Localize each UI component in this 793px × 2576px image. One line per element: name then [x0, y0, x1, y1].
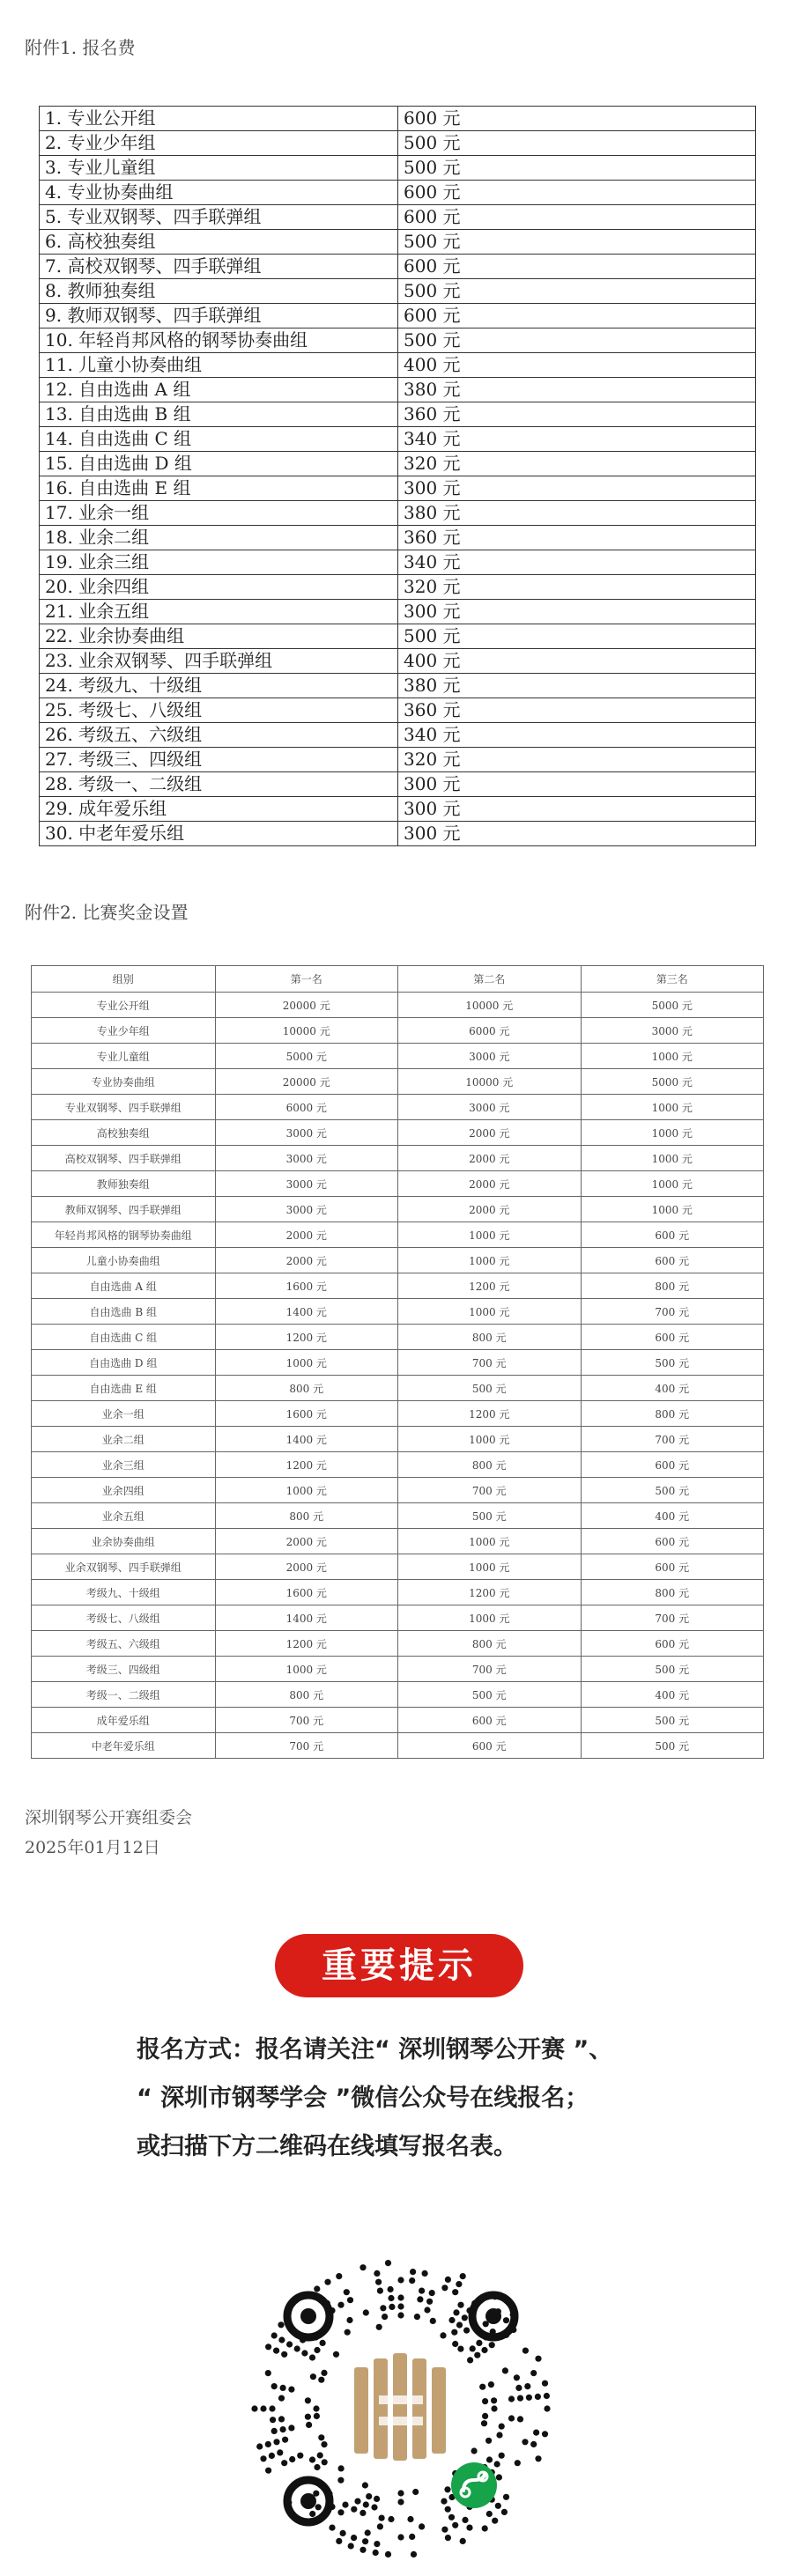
fee-table-row	[40, 181, 756, 205]
fee-group-cell: 27. 考级三、四级组	[40, 748, 398, 772]
prize-second-cell: 1000 元	[398, 1529, 582, 1554]
fee-group-cell: 10. 年轻肖邦风格的钢琴协奏曲组	[40, 328, 398, 353]
fee-amount-cell: 360 元	[398, 526, 756, 550]
prize-second-cell: 1200 元	[398, 1401, 582, 1427]
prize-second-cell: 3000 元	[398, 1044, 582, 1069]
prize-group-cell: 专业儿童组	[32, 1044, 216, 1069]
prize-third-cell: 600 元	[581, 1222, 763, 1248]
prize-table-row	[32, 1554, 764, 1580]
fee-group-cell: 30. 中老年爱乐组	[40, 822, 398, 846]
prize-second-cell: 500 元	[398, 1682, 582, 1708]
fee-group-cell: 11. 儿童小协奏曲组	[40, 353, 398, 378]
prize-first-cell: 10000 元	[215, 1018, 398, 1044]
prize-group-cell: 业余三组	[32, 1452, 216, 1478]
prize-second-cell: 6000 元	[398, 1018, 582, 1044]
prize-second-cell: 10000 元	[398, 1069, 582, 1095]
prize-first-cell: 6000 元	[215, 1095, 398, 1120]
attachment1-title: 附件1. 报名费	[25, 37, 136, 58]
prize-second-cell: 1000 元	[398, 1554, 582, 1580]
prize-table-row	[32, 1682, 764, 1708]
prize-second-cell: 2000 元	[398, 1197, 582, 1222]
prize-third-cell: 1000 元	[581, 1146, 763, 1171]
prize-table-row	[32, 1401, 764, 1427]
prize-second-cell: 1000 元	[398, 1222, 582, 1248]
fee-amount-cell: 500 元	[398, 131, 756, 156]
fee-amount-cell: 600 元	[398, 255, 756, 279]
prize-third-cell: 1000 元	[581, 1044, 763, 1069]
fee-amount-cell: 380 元	[398, 674, 756, 698]
fee-amount-cell: 300 元	[398, 476, 756, 501]
fee-amount-cell: 600 元	[398, 107, 756, 131]
prize-table-row	[32, 1222, 764, 1248]
prize-group-cell: 业余五组	[32, 1503, 216, 1529]
prize-table-row	[32, 1503, 764, 1529]
notice-line-1: 报名方式：报名请关注“ 深圳钢琴公开赛 ”、	[137, 2036, 613, 2063]
prize-table-row	[32, 1478, 764, 1503]
prize-table-row	[32, 1325, 764, 1350]
fee-group-cell: 23. 业余双钢琴、四手联弹组	[40, 649, 398, 674]
prize-first-cell: 700 元	[215, 1733, 398, 1759]
fee-table-row	[40, 353, 756, 378]
fee-group-cell: 15. 自由选曲 D 组	[40, 452, 398, 476]
fee-table-row	[40, 822, 756, 846]
prize-table-row	[32, 1018, 764, 1044]
prize-table-row	[32, 1044, 764, 1069]
prize-table-row	[32, 1580, 764, 1605]
prize-second-cell: 10000 元	[398, 993, 582, 1018]
prize-third-cell: 400 元	[581, 1503, 763, 1529]
fee-table-row	[40, 205, 756, 230]
fee-amount-cell: 360 元	[398, 698, 756, 723]
prize-group-cell: 业余双钢琴、四手联弹组	[32, 1554, 216, 1580]
prize-first-cell: 1200 元	[215, 1452, 398, 1478]
prize-first-cell: 3000 元	[215, 1171, 398, 1197]
fee-table-row	[40, 378, 756, 402]
registration-fee-table	[39, 106, 756, 846]
fee-table-row	[40, 698, 756, 723]
fee-table-row	[40, 131, 756, 156]
prize-first-cell: 1200 元	[215, 1325, 398, 1350]
fee-amount-cell: 360 元	[398, 402, 756, 427]
prize-table-row	[32, 1197, 764, 1222]
fee-group-cell: 19. 业余三组	[40, 550, 398, 575]
fee-group-cell: 29. 成年爱乐组	[40, 797, 398, 822]
fee-amount-cell: 380 元	[398, 378, 756, 402]
prize-group-cell: 业余四组	[32, 1478, 216, 1503]
prize-table-row	[32, 1350, 764, 1376]
prize-third-cell: 400 元	[581, 1682, 763, 1708]
prize-first-cell: 2000 元	[215, 1248, 398, 1273]
fee-group-cell: 3. 专业儿童组	[40, 156, 398, 181]
prize-third-cell: 600 元	[581, 1631, 763, 1657]
header-second-place: 第二名	[398, 966, 582, 993]
fee-table-row	[40, 402, 756, 427]
prize-group-cell: 考级九、十级组	[32, 1580, 216, 1605]
prize-group-cell: 考级三、四级组	[32, 1657, 216, 1682]
prize-third-cell: 1000 元	[581, 1197, 763, 1222]
prize-third-cell: 800 元	[581, 1580, 763, 1605]
prize-group-cell: 教师双钢琴、四手联弹组	[32, 1197, 216, 1222]
prize-first-cell: 3000 元	[215, 1120, 398, 1146]
prize-group-cell: 专业协奏曲组	[32, 1069, 216, 1095]
prize-second-cell: 2000 元	[398, 1171, 582, 1197]
prize-first-cell: 1600 元	[215, 1401, 398, 1427]
prize-second-cell: 700 元	[398, 1350, 582, 1376]
prize-table-row	[32, 1733, 764, 1759]
fee-table-row	[40, 748, 756, 772]
prize-table-row	[32, 1376, 764, 1401]
prize-first-cell: 1600 元	[215, 1273, 398, 1299]
fee-table-row	[40, 304, 756, 328]
fee-amount-cell: 400 元	[398, 649, 756, 674]
prize-third-cell: 1000 元	[581, 1171, 763, 1197]
prize-group-cell: 自由选曲 E 组	[32, 1376, 216, 1401]
fee-table-row	[40, 156, 756, 181]
publish-date: 2025年01月12日	[25, 1838, 160, 1857]
fee-amount-cell: 380 元	[398, 501, 756, 526]
prize-group-cell: 专业少年组	[32, 1018, 216, 1044]
fee-amount-cell: 500 元	[398, 230, 756, 255]
prize-first-cell: 1000 元	[215, 1657, 398, 1682]
prize-first-cell: 800 元	[215, 1503, 398, 1529]
prize-third-cell: 600 元	[581, 1529, 763, 1554]
prize-group-cell: 业余协奏曲组	[32, 1529, 216, 1554]
prize-third-cell: 500 元	[581, 1478, 763, 1503]
fee-amount-cell: 340 元	[398, 550, 756, 575]
fee-table-row	[40, 600, 756, 624]
prize-third-cell: 3000 元	[581, 1018, 763, 1044]
fee-amount-cell: 340 元	[398, 723, 756, 748]
fee-amount-cell: 400 元	[398, 353, 756, 378]
prize-group-cell: 中老年爱乐组	[32, 1733, 216, 1759]
prize-table-row	[32, 1273, 764, 1299]
prize-third-cell: 500 元	[581, 1733, 763, 1759]
attachment2-title: 附件2. 比赛奖金设置	[25, 902, 189, 923]
prize-first-cell: 800 元	[215, 1376, 398, 1401]
header-first-place: 第一名	[215, 966, 398, 993]
prize-first-cell: 5000 元	[215, 1044, 398, 1069]
fee-amount-cell: 500 元	[398, 279, 756, 304]
fee-group-cell: 6. 高校独奏组	[40, 230, 398, 255]
fee-amount-cell: 300 元	[398, 772, 756, 797]
prize-third-cell: 1000 元	[581, 1120, 763, 1146]
fee-amount-cell: 500 元	[398, 624, 756, 649]
prize-second-cell: 600 元	[398, 1733, 582, 1759]
prize-third-cell: 700 元	[581, 1427, 763, 1452]
fee-group-cell: 2. 专业少年组	[40, 131, 398, 156]
prize-second-cell: 800 元	[398, 1325, 582, 1350]
prize-table-row	[32, 1631, 764, 1657]
prize-second-cell: 2000 元	[398, 1120, 582, 1146]
fee-group-cell: 14. 自由选曲 C 组	[40, 427, 398, 452]
prize-second-cell: 500 元	[398, 1503, 582, 1529]
fee-table-row	[40, 772, 756, 797]
prize-third-cell: 600 元	[581, 1554, 763, 1580]
prize-third-cell: 600 元	[581, 1248, 763, 1273]
prize-first-cell: 1000 元	[215, 1478, 398, 1503]
prize-first-cell: 700 元	[215, 1708, 398, 1733]
prize-second-cell: 1000 元	[398, 1248, 582, 1273]
fee-amount-cell: 320 元	[398, 748, 756, 772]
fee-group-cell: 22. 业余协奏曲组	[40, 624, 398, 649]
prize-second-cell: 3000 元	[398, 1095, 582, 1120]
prize-group-cell: 专业双钢琴、四手联弹组	[32, 1095, 216, 1120]
fee-group-cell: 20. 业余四组	[40, 575, 398, 600]
organizer-name: 深圳钢琴公开赛组委会	[25, 1808, 193, 1827]
prize-group-cell: 考级七、八级组	[32, 1605, 216, 1631]
prize-table-row	[32, 993, 764, 1018]
fee-table-row	[40, 452, 756, 476]
prize-first-cell: 20000 元	[215, 1069, 398, 1095]
fee-amount-cell: 600 元	[398, 181, 756, 205]
fee-amount-cell: 320 元	[398, 575, 756, 600]
prize-first-cell: 1400 元	[215, 1605, 398, 1631]
fee-table-row	[40, 674, 756, 698]
prize-first-cell: 1200 元	[215, 1631, 398, 1657]
mini-program-badge-icon	[451, 2462, 497, 2508]
prize-table-row	[32, 1708, 764, 1733]
prize-group-cell: 高校独奏组	[32, 1120, 216, 1146]
prize-first-cell: 1400 元	[215, 1299, 398, 1325]
prize-third-cell: 800 元	[581, 1401, 763, 1427]
fee-table-row	[40, 624, 756, 649]
fee-table-row	[40, 107, 756, 131]
prize-third-cell: 5000 元	[581, 1069, 763, 1095]
prize-money-table	[31, 965, 764, 1759]
fee-table-row	[40, 476, 756, 501]
prize-third-cell: 500 元	[581, 1708, 763, 1733]
prize-group-cell: 儿童小协奏曲组	[32, 1248, 216, 1273]
prize-group-cell: 自由选曲 C 组	[32, 1325, 216, 1350]
prize-group-cell: 考级一、二级组	[32, 1682, 216, 1708]
fee-amount-cell: 500 元	[398, 156, 756, 181]
prize-third-cell: 600 元	[581, 1325, 763, 1350]
prize-group-cell: 高校双钢琴、四手联弹组	[32, 1146, 216, 1171]
fee-table-row	[40, 255, 756, 279]
fee-group-cell: 16. 自由选曲 E 组	[40, 476, 398, 501]
prize-table-header-row	[32, 966, 764, 993]
prize-third-cell: 800 元	[581, 1273, 763, 1299]
prize-third-cell: 700 元	[581, 1299, 763, 1325]
fee-table-row	[40, 427, 756, 452]
prize-group-cell: 自由选曲 A 组	[32, 1273, 216, 1299]
prize-table-row	[32, 1146, 764, 1171]
prize-third-cell: 600 元	[581, 1452, 763, 1478]
fee-amount-cell: 340 元	[398, 427, 756, 452]
fee-group-cell: 21. 业余五组	[40, 600, 398, 624]
prize-group-cell: 成年爱乐组	[32, 1708, 216, 1733]
fee-amount-cell: 320 元	[398, 452, 756, 476]
fee-group-cell: 17. 业余一组	[40, 501, 398, 526]
fee-table-row	[40, 797, 756, 822]
prize-second-cell: 700 元	[398, 1657, 582, 1682]
notice-line-3: 或扫描下方二维码在线填写报名表。	[137, 2133, 517, 2160]
prize-first-cell: 800 元	[215, 1682, 398, 1708]
fee-group-cell: 4. 专业协奏曲组	[40, 181, 398, 205]
prize-first-cell: 1400 元	[215, 1427, 398, 1452]
prize-group-cell: 教师独奏组	[32, 1171, 216, 1197]
fee-table-row	[40, 649, 756, 674]
prize-first-cell: 3000 元	[215, 1146, 398, 1171]
fee-table-row	[40, 501, 756, 526]
prize-third-cell: 700 元	[581, 1605, 763, 1631]
fee-group-cell: 8. 教师独奏组	[40, 279, 398, 304]
fee-table-row	[40, 230, 756, 255]
fee-table-row	[40, 550, 756, 575]
fee-group-cell: 9. 教师双钢琴、四手联弹组	[40, 304, 398, 328]
fee-amount-cell: 300 元	[398, 600, 756, 624]
prize-second-cell: 700 元	[398, 1478, 582, 1503]
header-group: 组别	[32, 966, 216, 993]
prize-first-cell: 2000 元	[215, 1529, 398, 1554]
piano-association-logo	[354, 2353, 446, 2461]
prize-table-row	[32, 1605, 764, 1631]
prize-second-cell: 1000 元	[398, 1605, 582, 1631]
fee-group-cell: 12. 自由选曲 A 组	[40, 378, 398, 402]
prize-second-cell: 800 元	[398, 1452, 582, 1478]
prize-group-cell: 业余一组	[32, 1401, 216, 1427]
prize-table-row	[32, 1248, 764, 1273]
fee-amount-cell: 300 元	[398, 797, 756, 822]
fee-group-cell: 18. 业余二组	[40, 526, 398, 550]
prize-third-cell: 400 元	[581, 1376, 763, 1401]
prize-table-row	[32, 1427, 764, 1452]
fee-group-cell: 1. 专业公开组	[40, 107, 398, 131]
prize-second-cell: 1000 元	[398, 1299, 582, 1325]
prize-first-cell: 20000 元	[215, 993, 398, 1018]
fee-amount-cell: 600 元	[398, 304, 756, 328]
wechat-mini-program-code-icon[interactable]	[247, 2255, 555, 2563]
prize-group-cell: 业余二组	[32, 1427, 216, 1452]
prize-table-row	[32, 1299, 764, 1325]
prize-first-cell: 1000 元	[215, 1350, 398, 1376]
prize-first-cell: 1600 元	[215, 1580, 398, 1605]
fee-table-row	[40, 575, 756, 600]
prize-second-cell: 1200 元	[398, 1580, 582, 1605]
prize-table-row	[32, 1529, 764, 1554]
prize-second-cell: 1200 元	[398, 1273, 582, 1299]
prize-third-cell: 500 元	[581, 1350, 763, 1376]
prize-second-cell: 600 元	[398, 1708, 582, 1733]
prize-third-cell: 1000 元	[581, 1095, 763, 1120]
prize-group-cell: 考级五、六级组	[32, 1631, 216, 1657]
prize-group-cell: 自由选曲 D 组	[32, 1350, 216, 1376]
fee-group-cell: 24. 考级九、十级组	[40, 674, 398, 698]
fee-amount-cell: 600 元	[398, 205, 756, 230]
fee-amount-cell: 500 元	[398, 328, 756, 353]
fee-table-row	[40, 279, 756, 304]
fee-table-row	[40, 526, 756, 550]
prize-group-cell: 专业公开组	[32, 993, 216, 1018]
prize-table-row	[32, 1069, 764, 1095]
header-third-place: 第三名	[581, 966, 763, 993]
fee-group-cell: 13. 自由选曲 B 组	[40, 402, 398, 427]
prize-second-cell: 800 元	[398, 1631, 582, 1657]
prize-group-cell: 自由选曲 B 组	[32, 1299, 216, 1325]
important-notice-badge: 重要提示	[275, 1934, 523, 1997]
fee-group-cell: 5. 专业双钢琴、四手联弹组	[40, 205, 398, 230]
prize-third-cell: 500 元	[581, 1657, 763, 1682]
prize-table-row	[32, 1120, 764, 1146]
notice-line-2: “ 深圳市钢琴学会 ”微信公众号在线报名；	[137, 2085, 589, 2112]
fee-amount-cell: 300 元	[398, 822, 756, 846]
fee-group-cell: 26. 考级五、六级组	[40, 723, 398, 748]
prize-second-cell: 1000 元	[398, 1427, 582, 1452]
prize-second-cell: 2000 元	[398, 1146, 582, 1171]
fee-group-cell: 7. 高校双钢琴、四手联弹组	[40, 255, 398, 279]
fee-table-row	[40, 328, 756, 353]
prize-second-cell: 500 元	[398, 1376, 582, 1401]
fee-table-row	[40, 723, 756, 748]
prize-table-row	[32, 1657, 764, 1682]
prize-first-cell: 3000 元	[215, 1197, 398, 1222]
prize-third-cell: 5000 元	[581, 993, 763, 1018]
fee-group-cell: 28. 考级一、二级组	[40, 772, 398, 797]
prize-first-cell: 2000 元	[215, 1222, 398, 1248]
prize-group-cell: 年轻肖邦风格的钢琴协奏曲组	[32, 1222, 216, 1248]
prize-first-cell: 2000 元	[215, 1554, 398, 1580]
fee-group-cell: 25. 考级七、八级组	[40, 698, 398, 723]
prize-table-row	[32, 1171, 764, 1197]
prize-table-row	[32, 1452, 764, 1478]
prize-table-row	[32, 1095, 764, 1120]
